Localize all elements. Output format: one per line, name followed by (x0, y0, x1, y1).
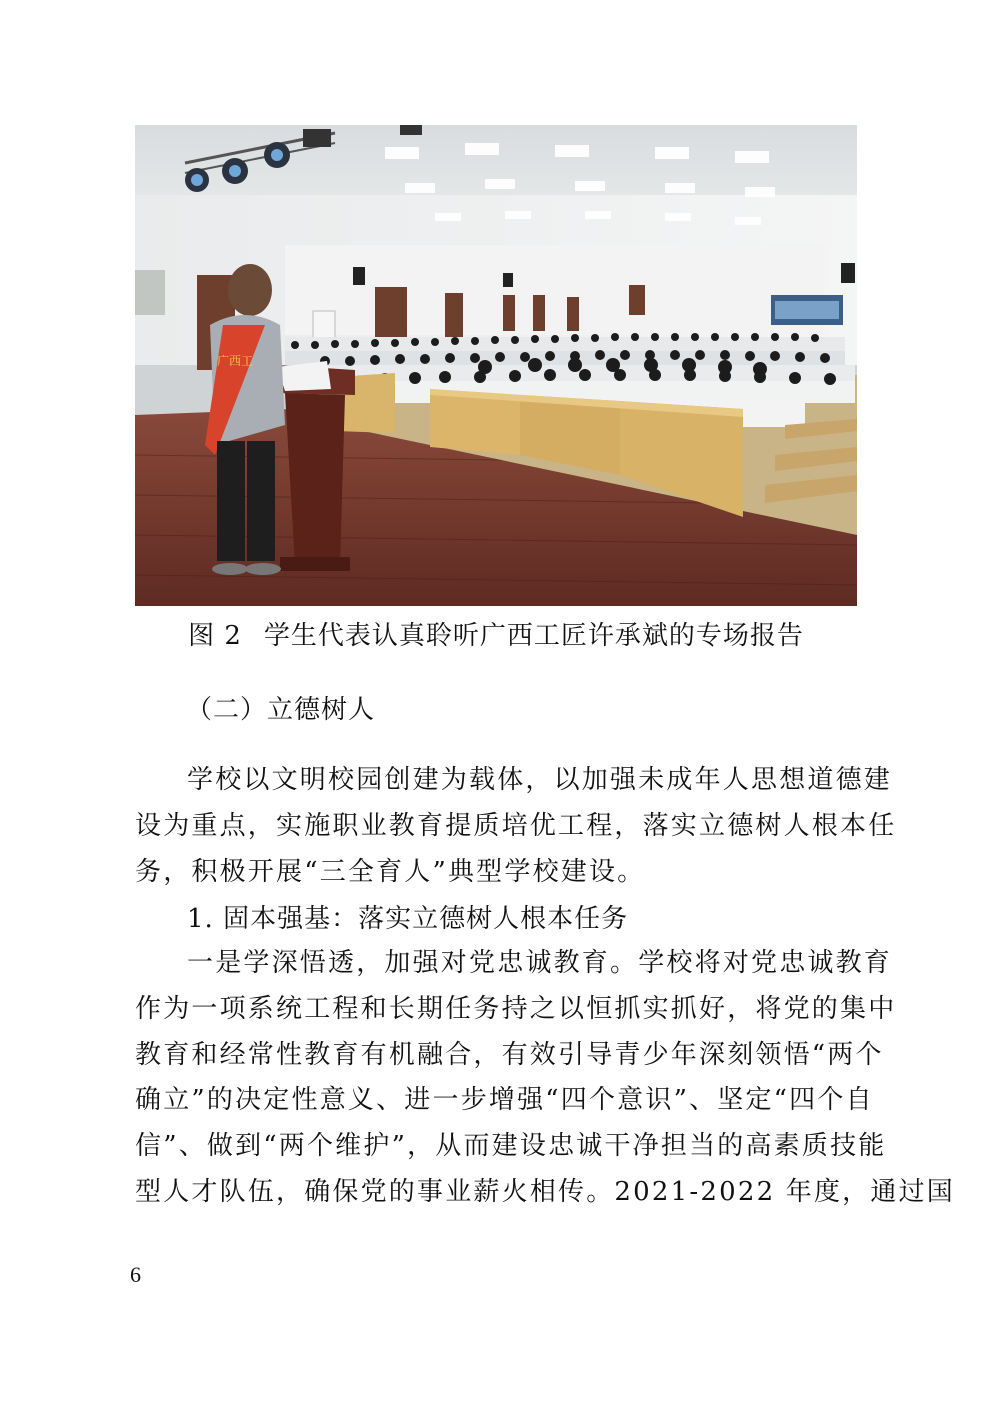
subheading: 1. 固本强基：落实立德树人根本任务 (187, 904, 629, 934)
figure-caption-number: 图 2 (188, 621, 242, 651)
auditorium-photo (135, 125, 857, 606)
section-heading: （二）立德树人 (186, 695, 376, 725)
figure-caption (0, 618, 992, 654)
paragraph-line: 学校以文明校园创建为载体，以加强未成年人思想道德建 (187, 765, 893, 795)
paragraph-line: 设为重点，实施职业教育提质培优工程，落实立德树人根本任 (135, 810, 897, 841)
page-number: 6 (130, 1262, 141, 1287)
paragraph-1 (135, 758, 897, 895)
figure-caption-text: 学生代表认真聆听广西工匠许承斌的专场报告 (263, 621, 804, 651)
paragraph-line: 信”、做到“两个维护”，从而建设忠诚干净担当的高素质技能 (135, 1131, 887, 1162)
paragraph-line: 作为一项系统工程和长期任务持之以恒抓实抓好，将党的集中 (135, 993, 897, 1024)
paragraph-line: 务，积极开展“三全育人”典型学校建设。 (135, 856, 646, 887)
paragraph-line: 确立”的决定性意义、进一步增强“四个意识”、坚定“四个自 (135, 1085, 874, 1116)
paragraph-2 (135, 941, 955, 1216)
paragraph-line: 教育和经常性教育有机融合，有效引导青少年深刻领悟“两个 (135, 1039, 884, 1070)
paragraph-line: 一是学深悟透，加强对党忠诚教育。学校将对党忠诚教育 (187, 948, 893, 978)
paragraph-line: 型人才队伍，确保党的事业薪火相传。2021-2022 年度，通过国 (135, 1176, 955, 1207)
sash-text: 广西工 (217, 354, 254, 368)
auditorium-photo-image (135, 125, 857, 606)
